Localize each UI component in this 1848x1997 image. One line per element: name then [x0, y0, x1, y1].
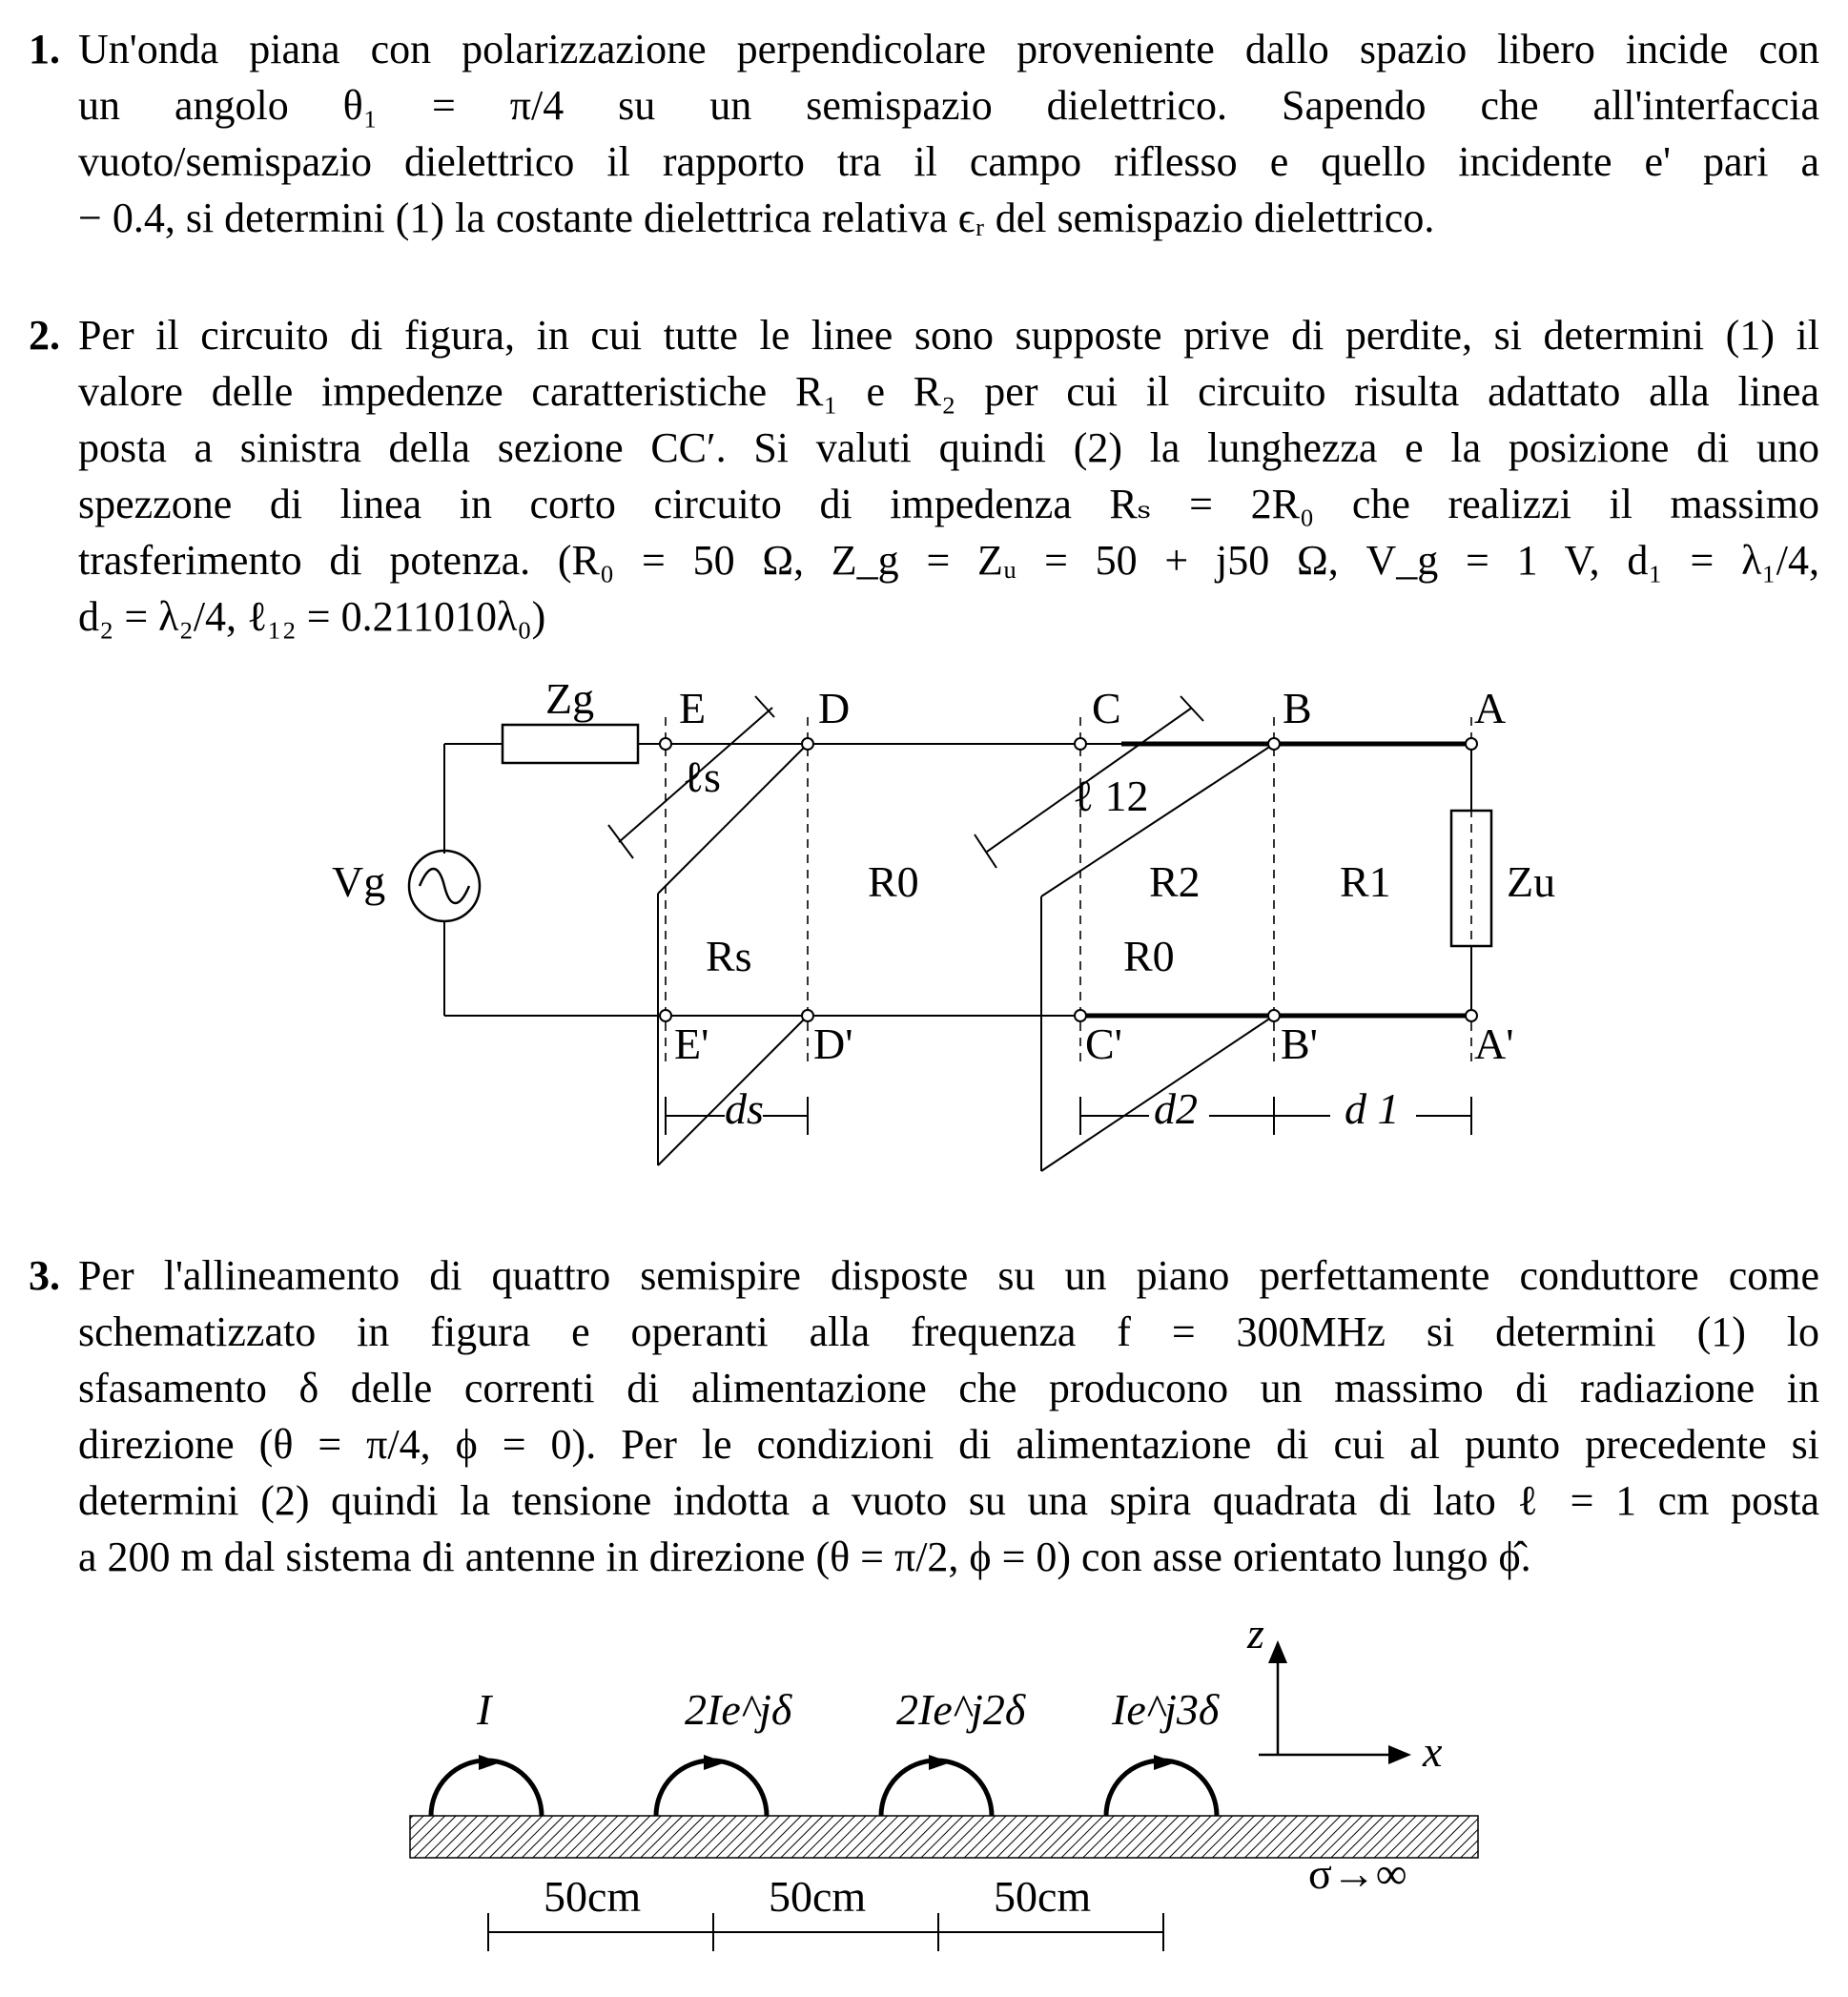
label-d: D [818, 684, 851, 732]
problem-2 [29, 307, 1819, 645]
arrow-icon [479, 1755, 501, 1770]
z-axis-label: z [1247, 1609, 1264, 1657]
problem-number: 1. [29, 26, 60, 72]
semi-loop-4 [1106, 1760, 1217, 1816]
current-label: I [477, 1685, 492, 1734]
text-line: vuoto/semispazio dielettrico il rapporto tra il campo riflesso e quello incidente e' pari a [78, 138, 1819, 185]
arrow-icon [704, 1755, 726, 1770]
x-axis-arrow-icon [1388, 1745, 1411, 1764]
circuit-diagram [0, 668, 1848, 1183]
label-r0-bottom: R0 [1123, 932, 1175, 980]
spacing-label: 50cm [994, 1872, 1092, 1921]
problem-text [78, 21, 1819, 246]
label-e-prime: E' [674, 1019, 709, 1068]
z-axis-arrow-icon [1268, 1640, 1287, 1663]
sigma-label: σ→∞ [1308, 1849, 1407, 1898]
spacing-label: 50cm [769, 1872, 867, 1921]
text-line: trasferimento di potenza. (R₀ = 50 Ω, Z_g = Zᵤ = 50 + j50 Ω, V_g = 1 V, d₁ = λ₁/4, [78, 537, 1819, 584]
label-c-prime: C' [1085, 1019, 1122, 1068]
text-line: un angolo θ₁ = π/4 su un semispazio dielettrico. Sapendo che all'interfaccia [78, 82, 1819, 129]
label-e: E [679, 684, 707, 732]
label-r0-top: R0 [868, 857, 919, 906]
text-line: determini (2) quindi la tensione indotta a vuoto su una spira quadrata di lato ℓ = 1 cm posta [78, 1477, 1819, 1524]
text-line: a 200 m dal sistema di antenne in direzione (θ = π/2, ϕ = 0) con asse orientato lungo ϕ̂. [78, 1534, 1531, 1580]
label-b-prime: B' [1281, 1019, 1318, 1068]
current-label: 2Ie^j2δ [896, 1685, 1026, 1734]
label-ds: ds [725, 1084, 764, 1133]
problem-number: 3. [29, 1252, 60, 1299]
text-line: sfasamento δ delle correnti di alimentazione che producono un massimo di radiazione in [78, 1365, 1819, 1411]
label-c: C [1092, 684, 1121, 732]
text-line: spezzone di linea in corto circuito di impedenza Rₛ = 2R₀ che realizzi il massimo [78, 481, 1819, 527]
problem-1 [29, 21, 1819, 246]
label-d-prime: D' [813, 1019, 853, 1068]
text-line: direzione (θ = π/4, ϕ = 0). Per le condizioni di alimentazione di cui al punto precedente si [78, 1421, 1819, 1468]
problem-number: 2. [29, 312, 60, 359]
text-line: schematizzato in figura e operanti alla frequenza f = 300MHz si determini (1) lo [78, 1308, 1819, 1355]
label-d1: d 1 [1345, 1084, 1400, 1133]
label-l12: ℓ 12 [1073, 772, 1149, 820]
label-vg: Vg [332, 857, 386, 906]
text-line: posta a sinistra della sezione CC′. Si valuti quindi (2) la lunghezza e la posizione di uno [78, 424, 1819, 471]
arrow-icon [1154, 1755, 1176, 1770]
label-r2: R2 [1149, 857, 1201, 906]
semi-loop-2 [656, 1760, 767, 1816]
label-rs: Rs [706, 932, 752, 980]
semi-loop-3 [881, 1760, 992, 1816]
label-b: B [1283, 684, 1312, 732]
label-zg: Zg [545, 674, 595, 723]
x-axis-label: x [1423, 1727, 1443, 1776]
label-d2: d2 [1154, 1084, 1198, 1133]
loop-array-diagram [0, 1602, 1848, 1984]
label-ls: ℓs [683, 752, 721, 801]
text-line: Per l'allineamento di quattro semispire disposte su un piano perfettamente conduttore come [78, 1252, 1819, 1299]
problem-text [78, 307, 1819, 645]
label-zu: Zu [1507, 857, 1556, 906]
current-label: 2Ie^jδ [685, 1685, 792, 1734]
problem-text [78, 1247, 1819, 1585]
text-line: valore delle impedenze caratteristiche R₁ e R₂ per cui il circuito risulta adattato alla linea [78, 368, 1819, 415]
text-line: d₂ = λ₂/4, ℓ₁₂ = 0.211010λ₀) [78, 593, 546, 640]
label-a-prime: A' [1474, 1019, 1514, 1068]
text-line: Per il circuito di figura, in cui tutte le linee sono supposte prive di perdite, si determini (1) il [78, 312, 1819, 359]
text-line: − 0.4, si determini (1) la costante dielettrica relativa ϵᵣ del semispazio dielettrico. [78, 195, 1435, 241]
label-a: A [1474, 684, 1507, 732]
current-label: Ie^j3δ [1112, 1685, 1220, 1734]
semi-loop-1 [431, 1760, 542, 1816]
arrow-icon [929, 1755, 951, 1770]
text-line: Un'onda piana con polarizzazione perpendicolare proveniente dallo spazio libero incide con [78, 26, 1819, 72]
problem-3 [29, 1247, 1819, 1585]
spacing-label: 50cm [544, 1872, 642, 1921]
label-r1: R1 [1340, 857, 1391, 906]
